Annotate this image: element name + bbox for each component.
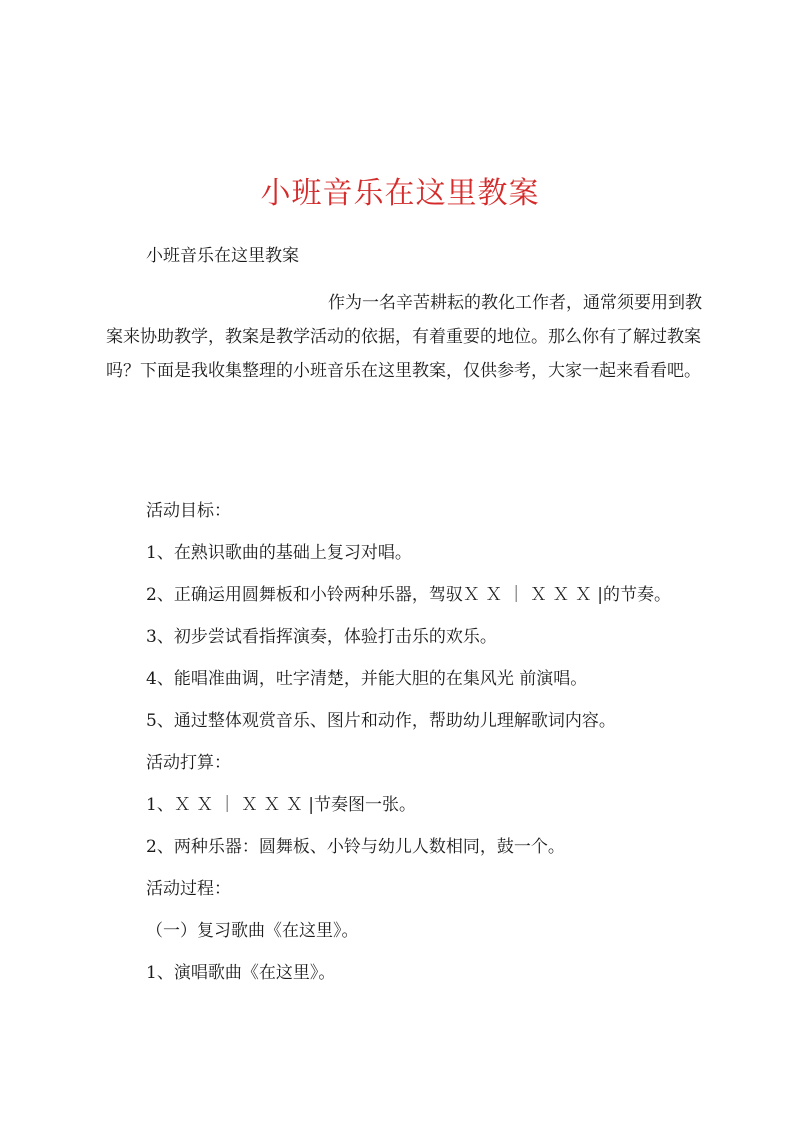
process-step-heading: （一）复习歌曲《在这里》。 <box>146 921 359 941</box>
intro-paragraph <box>106 286 706 388</box>
goal-item: 5、通过整体观赏音乐、图片和动作，帮助幼儿理解歌词内容。 <box>146 711 616 731</box>
goal-item: 4、能唱准曲调，吐字清楚，并能大胆的在集风光 前演唱。 <box>146 669 588 689</box>
goal-item: 2、正确运用圆舞板和小铃两种乐器，驾驭Ｘ Ｘ ｜ Ｘ Ｘ Ｘ |的节奏。 <box>146 585 671 605</box>
intro-text: 作为一名辛苦耕耘的教化工作者，通常须要用到教案来协助教学，教案是教学活动的依据，有着重要的地位。那么你有了解过教案吗？下面是我收集整理的小班音乐在这里教案，仅供参考，大家一起来看看吧。 <box>106 293 702 381</box>
section-heading-process: 活动过程： <box>146 879 231 899</box>
process-item: 1、演唱歌曲《在这里》。 <box>146 963 336 983</box>
goal-item: 1、在熟识歌曲的基础上复习对唱。 <box>146 543 412 563</box>
section-heading-preparation: 活动打算： <box>146 753 231 773</box>
document-title: 小班音乐在这里教案 <box>260 176 540 211</box>
preparation-item: 1、Ｘ Ｘ ｜ Ｘ Ｘ Ｘ |节奏图一张。 <box>146 795 416 815</box>
document-subtitle: 小班音乐在这里教案 <box>146 246 299 266</box>
preparation-item: 2、两种乐器：圆舞板、小铃与幼儿人数相同，鼓一个。 <box>146 837 565 857</box>
section-heading-goals: 活动目标： <box>146 501 231 521</box>
goal-item: 3、初步尝试看指挥演奏，体验打击乐的欢乐。 <box>146 627 497 647</box>
